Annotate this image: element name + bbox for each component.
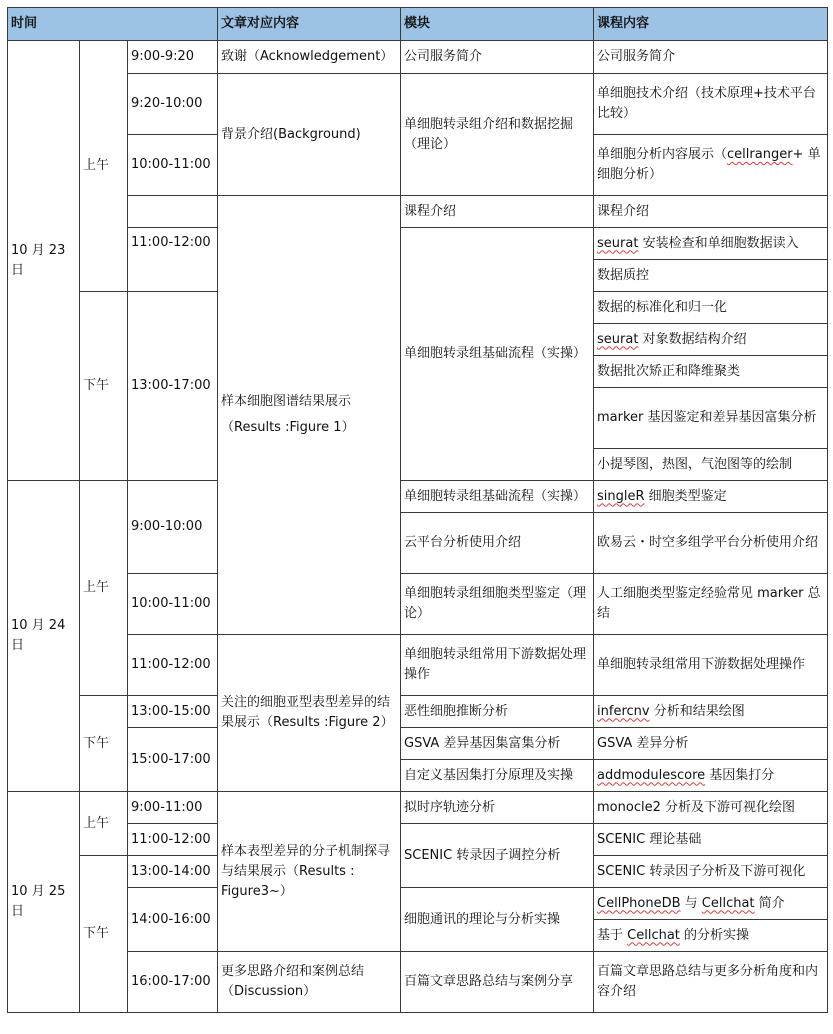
course-cell: singleR 细胞类型鉴定 — [594, 481, 828, 513]
module-cell: GSVA 差异基因集富集分析 — [401, 728, 594, 760]
course-cell: addmodulescore 基因集打分 — [594, 760, 828, 792]
time-cell: 10:00-11:00 — [128, 574, 218, 635]
header-time: 时间 — [8, 8, 218, 41]
time-cell: 10:00-11:00 — [128, 135, 218, 196]
content-cell: 更多思路介绍和案例总结（Discussion） — [218, 952, 401, 1013]
course-cell: 小提琴图，热图，气泡图等的绘制 — [594, 449, 828, 481]
table-row — [8, 792, 828, 824]
course-cell: 单细胞转录组常用下游数据处理操作 — [594, 635, 828, 696]
table-row — [8, 728, 828, 760]
table-row — [8, 196, 828, 228]
time-cell: 13:00-17:00 — [128, 292, 218, 481]
course-cell: 基于 Cellchat 的分析实操 — [594, 920, 828, 952]
course-cell: seurat 对象数据结构介绍 — [594, 324, 828, 356]
course-cell: CellPhoneDB 与 Cellchat 简介 — [594, 888, 828, 920]
course-cell: monocle2 分析及下游可视化绘图 — [594, 792, 828, 824]
module-cell: 单细胞转录组常用下游数据处理操作 — [401, 635, 594, 696]
time-cell: 15:00-17:00 — [128, 728, 218, 792]
course-cell: 数据质控 — [594, 260, 828, 292]
module-cell: 单细胞转录组介绍和数据挖掘（理论） — [401, 74, 594, 196]
table-row — [8, 696, 828, 728]
table-row — [8, 74, 828, 135]
day-cell: 10 月 24 日 — [8, 481, 80, 792]
time-cell-empty — [128, 196, 218, 228]
course-cell: 单细胞分析内容展示（cellranger+ 单细胞分析） — [594, 135, 828, 196]
course-cell: SCENIC 理论基础 — [594, 824, 828, 856]
content-cell: 致谢（Acknowledgement） — [218, 41, 401, 74]
course-cell: 百篇文章思路总结与更多分析角度和内容介绍 — [594, 952, 828, 1013]
module-cell: 课程介绍 — [401, 196, 594, 228]
period-cell: 上午 — [80, 481, 128, 696]
header-content: 文章对应内容 — [218, 8, 401, 41]
table-row — [8, 574, 828, 635]
table-row — [8, 228, 828, 260]
content-cell: 背景介绍(Background) — [218, 74, 401, 196]
table-row — [8, 481, 828, 513]
time-cell: 14:00-16:00 — [128, 888, 218, 952]
course-cell: seurat 安装检查和单细胞数据读入 — [594, 228, 828, 260]
course-cell: 人工细胞类型鉴定经验常见 marker 总结 — [594, 574, 828, 635]
content-cell: 关注的细胞亚型表型差异的结果展示（Results :Figure 2） — [218, 635, 401, 792]
course-cell: marker 基因鉴定和差异基因富集分析 — [594, 388, 828, 449]
time-cell: 13:00-15:00 — [128, 696, 218, 728]
module-cell: 云平台分析使用介绍 — [401, 513, 594, 574]
header-course: 课程内容 — [594, 8, 828, 41]
time-cell: 9:00-10:00 — [128, 481, 218, 574]
module-cell: 公司服务简介 — [401, 41, 594, 74]
course-cell: 课程介绍 — [594, 196, 828, 228]
module-cell: 细胞通讯的理论与分析实操 — [401, 888, 594, 952]
table-row — [8, 824, 828, 856]
header-module: 模块 — [401, 8, 594, 41]
module-cell: 恶性细胞推断分析 — [401, 696, 594, 728]
day-cell: 10 月 25 日 — [8, 792, 80, 1013]
time-cell: 9:00-9:20 — [128, 41, 218, 74]
time-cell: 9:20-10:00 — [128, 74, 218, 135]
time-cell: 11:00-12:00 — [128, 635, 218, 696]
table-row — [8, 888, 828, 920]
period-cell: 上午 — [80, 792, 128, 856]
schedule-table — [7, 7, 828, 1013]
header-row — [8, 8, 828, 41]
time-cell: 11:00-12:00 — [128, 228, 218, 292]
period-cell: 下午 — [80, 856, 128, 1013]
course-cell: GSVA 差异分析 — [594, 728, 828, 760]
course-cell: infercnv 分析和结果绘图 — [594, 696, 828, 728]
period-cell: 下午 — [80, 292, 128, 481]
table-row — [8, 41, 828, 74]
time-cell: 11:00-12:00 — [128, 824, 218, 856]
time-cell: 13:00-14:00 — [128, 856, 218, 888]
module-cell: SCENIC 转录因子调控分析 — [401, 824, 594, 888]
module-cell: 单细胞转录组细胞类型鉴定（理论） — [401, 574, 594, 635]
table-row — [8, 635, 828, 696]
module-cell: 单细胞转录组基础流程（实操） — [401, 481, 594, 513]
module-cell: 自定义基因集打分原理及实操 — [401, 760, 594, 792]
period-cell: 下午 — [80, 696, 128, 792]
course-cell: 数据批次矫正和降维聚类 — [594, 356, 828, 388]
content-cell: 样本细胞图谱结果展示 （Results :Figure 1） — [218, 196, 401, 635]
module-cell: 百篇文章思路总结与案例分享 — [401, 952, 594, 1013]
time-cell: 9:00-11:00 — [128, 792, 218, 824]
period-cell: 上午 — [80, 41, 128, 292]
content-cell: 样本表型差异的分子机制探寻与结果展示（Results : Figure3~） — [218, 792, 401, 952]
module-cell: 单细胞转录组基础流程（实操） — [401, 228, 594, 481]
course-cell: 单细胞技术介绍（技术原理+技术平台比较） — [594, 74, 828, 135]
table-row — [8, 952, 828, 1013]
day-cell: 10 月 23 日 — [8, 41, 80, 481]
time-cell: 16:00-17:00 — [128, 952, 218, 1013]
course-cell: SCENIC 转录因子分析及下游可视化 — [594, 856, 828, 888]
course-cell: 数据的标准化和归一化 — [594, 292, 828, 324]
module-cell: 拟时序轨迹分析 — [401, 792, 594, 824]
course-cell: 欧易云・时空多组学平台分析使用介绍 — [594, 513, 828, 574]
course-cell: 公司服务简介 — [594, 41, 828, 74]
